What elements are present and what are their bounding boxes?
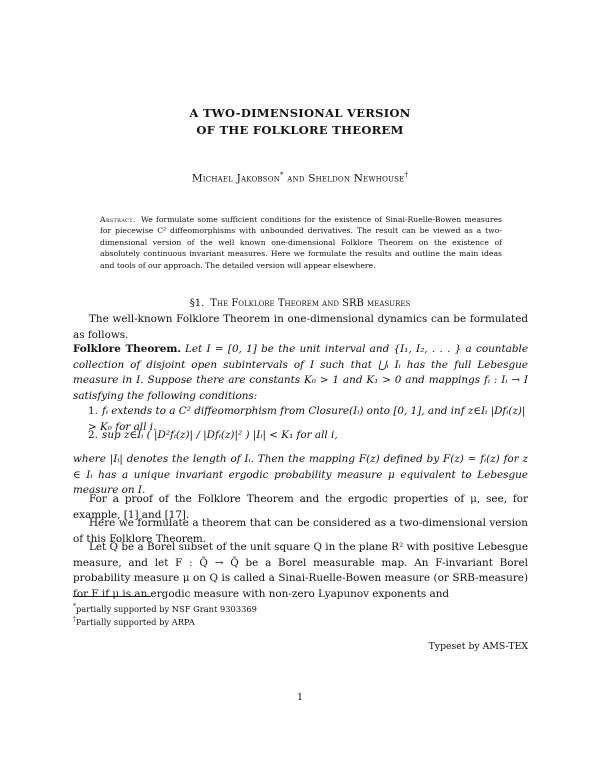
formulate-paragraph: Here we formulate a theorem that can be considered as a two-dimensional version of this Folklore Theorem. [73, 517, 528, 545]
let-paragraph: Let Q̃ be a Borel subset of the unit square Q in the plane R² with positive Lebesgue measure, and let F : Q̃ → Q̃ be a Borel measurable map. An F-invariant Borel probability measure μ on Q is called a Sinai-Ruelle-Bowen measure (or SRB-measure) for F if μ is an ergodic measure with non-zero Lyapunov exponents and [73, 541, 528, 600]
condition-item [88, 428, 528, 444]
condition-text: sup z∈Iᵢ ( |D²fᵢ(z)| / |Dfᵢ(z)|² ) |Iᵢ| < K₁ for all i, [102, 429, 338, 441]
footnote-2-text: Partially supported by ARPA [76, 616, 195, 627]
section-number: §1. [189, 298, 205, 309]
condition-text: fᵢ extends to a C² diffeomorphism from Closure(Iᵢ) onto [0, 1], and inf z∈Iᵢ |Dfᵢ(z)| > K₀ for all i. [88, 405, 526, 433]
abstract-label: Abstract. [100, 215, 136, 224]
footnote-2-mark: † [73, 616, 76, 623]
author-2-mark: † [404, 171, 409, 179]
proof-paragraph: For a proof of the Folklore Theorem and the ergodic properties of μ, see, for example, [1] and [17]. [73, 493, 528, 521]
theorem-conclusion: where |Iᵢ| denotes the length of Iᵢ. Then the mapping F(z) defined by F(z) = fᵢ(z) for z ∈ Iᵢ has a unique invariant ergodic probability measure μ equivalent to Lebesgue measure on I. [73, 453, 528, 497]
theorem-statement [73, 342, 528, 404]
intro-paragraph: The well-known Folklore Theorem in one-dimensional dynamics can be formulated as follows. [73, 313, 528, 341]
page-number: 1 [296, 692, 304, 703]
theorem-label: Folklore Theorem. [73, 343, 181, 355]
abstract-text: We formulate some sufficient conditions for the existence of Sinai-Ruelle-Bowen measures for piecewise C² diffeomorphisms with unbounded derivatives. The result can be viewed as a two-dimensional version of the well known one-dimensional Folklore Theorem on the existence of absolutely continuous invariant measures. Here we formulate the results and outline the main ideas and tools of our approach. The detailed version will appear elsewhere. [100, 215, 502, 270]
paper-title-line-1: A TWO-DIMENSIONAL VERSION [189, 106, 411, 120]
author-1: Michael Jakobson [191, 172, 281, 185]
footnote-2 [73, 614, 195, 628]
condition-number: 1. [88, 405, 98, 417]
author-2: Sheldon Newhouse [308, 172, 405, 185]
author-1-mark: * [280, 171, 284, 179]
section-heading [0, 298, 600, 309]
abstract [100, 214, 502, 271]
paper-title-line-2: OF THE FOLKLORE THEOREM [196, 123, 404, 137]
footnote-1-mark: * [73, 603, 76, 610]
section-title: The Folklore Theorem and SRB measures [210, 298, 411, 309]
condition-number: 2. [88, 429, 98, 441]
author-conjunction: and [283, 172, 309, 185]
footnote-1-text: partially supported by NSF Grant 9303369 [76, 603, 257, 614]
typeset-note: Typeset by AMS-TEX [428, 641, 528, 652]
footnote-1 [73, 601, 257, 615]
authors [0, 171, 600, 185]
theorem-text: Let I = [0, 1] be the unit interval and {I₁, I₂, . . . } a countable collection of disjoint open subintervals of I such that ⋃ᵢ Iᵢ has the full Lebesgue measure in I. Suppose there are constants K₀ > 1 and K₁ > 0 and mappings fᵢ : Iᵢ → I satisfying the following conditions: [73, 343, 528, 402]
